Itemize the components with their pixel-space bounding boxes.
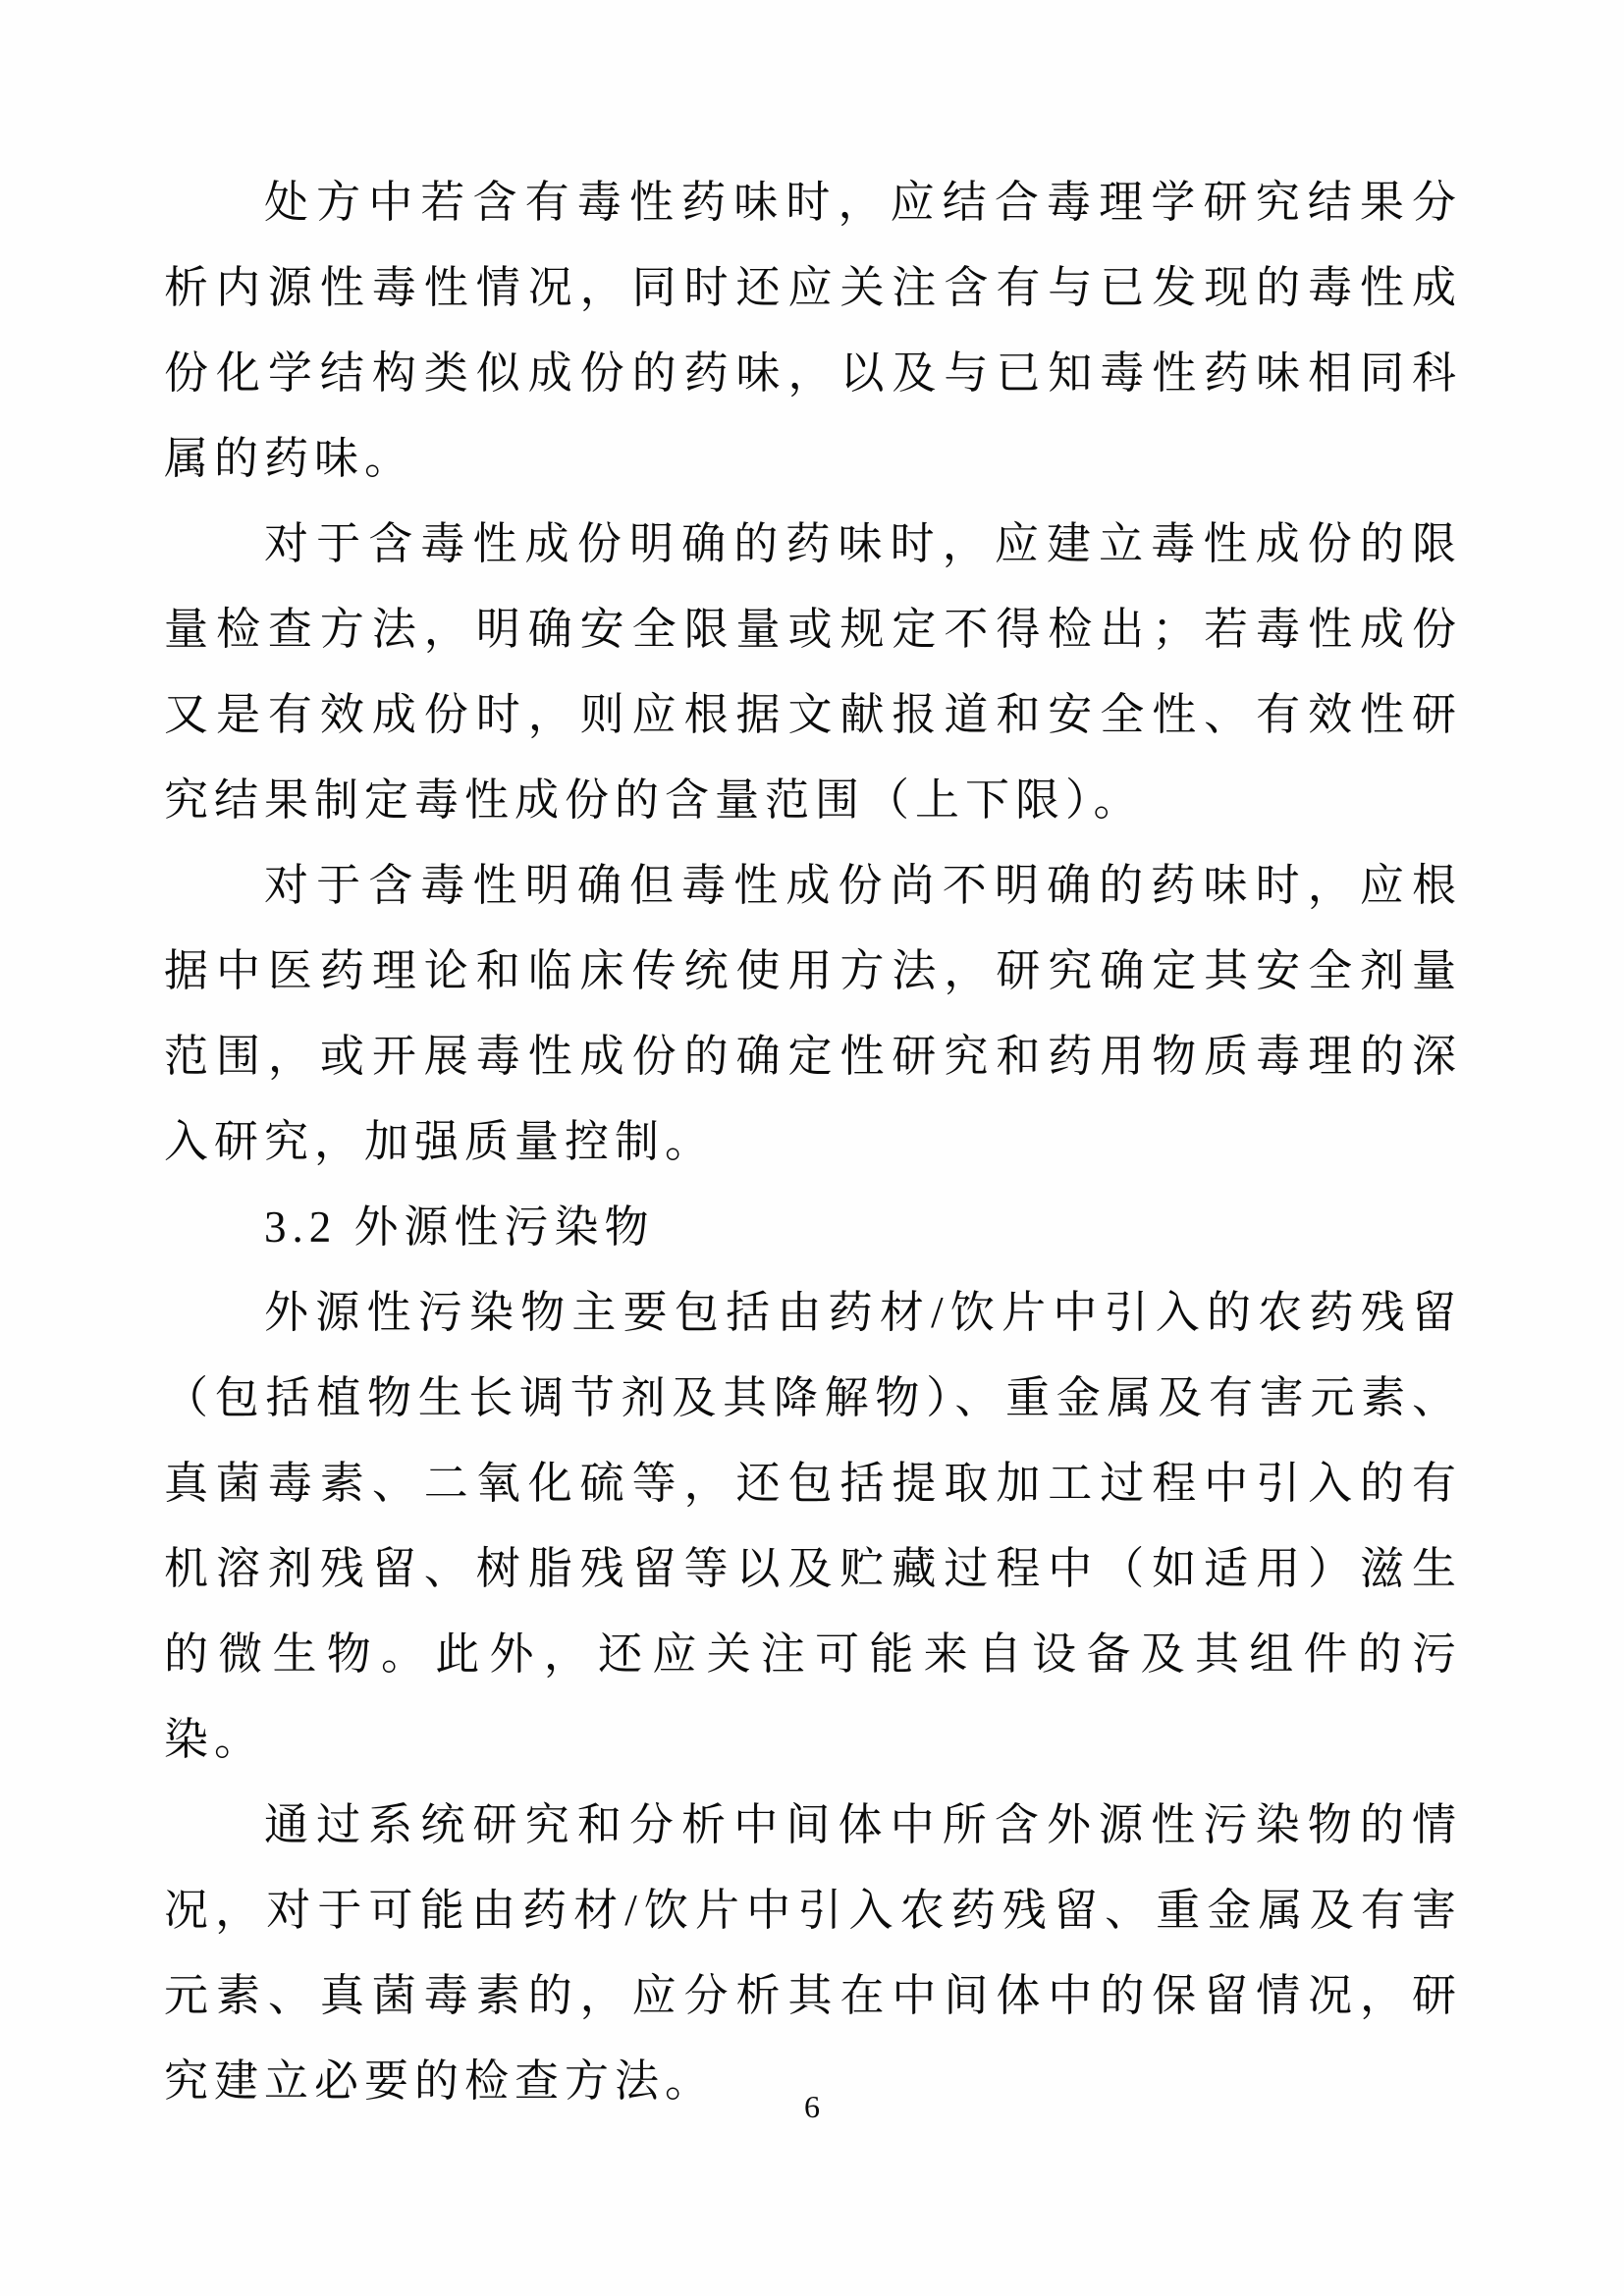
body-text bbox=[164, 160, 1462, 2124]
paragraph-toxic-herbs: 处方中若含有毒性药味时，应结合毒理学研究结果分析内源性毒性情况，同时还应关注含有与已发现的毒性成份化学结构类似成份的药味，以及与已知毒性药味相同科属的药味。 bbox=[164, 178, 1462, 483]
paragraph-exogenous-contaminants: 外源性污染物主要包括由药材/饮片中引入的农药残留（包括植物生长调节剂及其降解物）、重金属及有害元素、真菌毒素、二氧化硫等，还包括提取加工过程中引入的有机溶剂残留、树脂残留等以及贮藏过程中（如适用）滋生的微生物。此外，还应关注可能来自设备及其组件的污染。 bbox=[164, 1288, 1462, 1764]
section-heading-3-2: 3.2 外源性污染物 bbox=[264, 1202, 655, 1252]
paragraph-known-toxic-components: 对于含毒性成份明确的药味时，应建立毒性成份的限量检查方法，明确安全限量或规定不得检出；若毒性成份又是有效成份时，则应根据文献报道和安全性、有效性研究结果制定毒性成份的含量范围（上下限）。 bbox=[164, 519, 1462, 825]
paragraph-intermediate-analysis: 通过系统研究和分析中间体中所含外源性污染物的情况，对于可能由药材/饮片中引入农药残留、重金属及有害元素、真菌毒素的，应分析其在中间体中的保留情况，研究建立必要的检查方法。 bbox=[164, 1800, 1462, 2106]
paragraph-unclear-toxic-components: 对于含毒性明确但毒性成份尚不明确的药味时，应根据中医药理论和临床传统使用方法，研究确定其安全剂量范围，或开展毒性成份的确定性研究和药用物质毒理的深入研究，加强质量控制。 bbox=[164, 861, 1462, 1166]
page-number: 6 bbox=[804, 2089, 820, 2124]
